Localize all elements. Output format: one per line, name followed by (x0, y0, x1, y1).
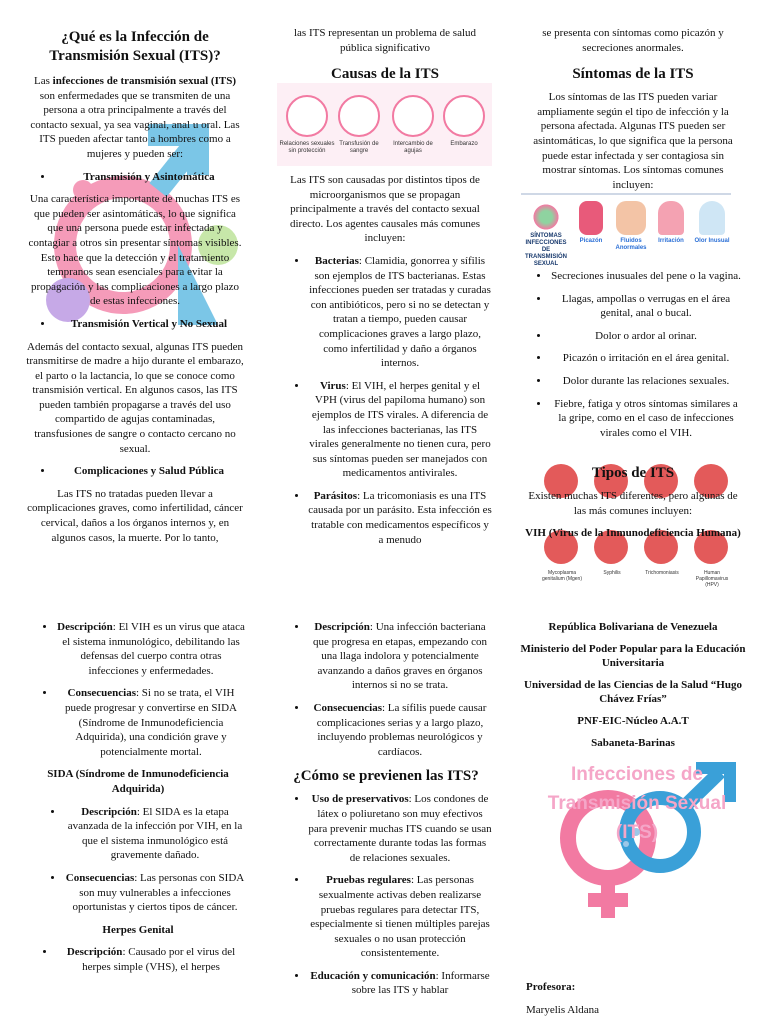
item-text: : Las personas con SIDA son muy vulnerables a infecciones oportunistas y ciertos tipos de cáncer. (72, 871, 245, 914)
section-title-prevention: ¿Cómo se previenen las ITS? (293, 768, 479, 785)
cause-item-bacteria (308, 254, 492, 371)
hiv-list (30, 620, 246, 759)
paragraph-complications: Las ITS no tratadas pueden llevar a complicaciones graves, como infertilidad, cáncer cervical, daños a los órganos internos y, en algunos casos, la muerte. Por lo tanto, (27, 487, 243, 544)
symptom-item: • Picazón o irritación en el área genital. (550, 351, 742, 366)
symptoms-intro: Los síntomas de las ITS pueden variar ampliamente según el tipo de infección y la persona afectada. Algunas ITS pueden ser asintomáticas, lo que significa que la persona puede estar infectada y ser contagiosa sin mostrar síntomas. Los síntomas comunes incluyen: (533, 91, 733, 191)
fluids-icon (616, 201, 646, 235)
herpes-description (56, 945, 246, 974)
item-head: Parásitos (313, 489, 358, 502)
column-causes (278, 26, 492, 90)
cause-label: Relaciones sexuales sin protección (279, 141, 335, 154)
bullet-vertical-transmission: • Transmisión Vertical y No Sexual (54, 317, 244, 332)
symptom-unusual-odor (693, 201, 731, 245)
cause-label: Transfusión de sangre (339, 141, 379, 154)
sti-label: Trichomoniasis (645, 570, 679, 576)
syringe-icon (392, 95, 434, 137)
item-head: Consecuencias (65, 871, 135, 884)
continuation-text: las ITS representan un problema de salud pública significativo (293, 27, 477, 54)
symptom-itching (573, 201, 609, 245)
item-head: Virus (319, 379, 346, 392)
institution-line: Ministerio del Poder Popular para la Educación Universitaria (520, 642, 746, 670)
sida-title: SIDA (Síndrome de Inmunodeficiencia Adquirida) (47, 768, 229, 795)
intro-text-c: son enfermedades que se transmiten de una persona a otra principalmente a través del contacto sexual, ya sea vaginal, anal u oral. Las ITS pueden afectar tanto a hombres como a mujeres y pueden ser: (30, 89, 240, 160)
virus-cluster-icon (531, 203, 561, 231)
column-causes-body (278, 173, 492, 555)
cause-label: Embarazo (450, 141, 478, 147)
sida-description (64, 805, 246, 863)
intro-text-a: Las (34, 75, 53, 87)
section-title-symptoms: Síntomas de la ITS (572, 66, 694, 83)
causes-intro: Las ITS son causadas por distintos tipos de microorganismos que se propagan principalmente a través del contacto sexual directo. Los agentes causales más comunes incluyen: (290, 174, 480, 245)
paragraph-vertical: Además del contacto sexual, algunas ITS pueden transmitirse de madre a hijo durante el embarazo, el parto o la lactancia, lo que se conoce como transmisión vertical. En algunos casos, las ITS pueden también propagarse a través del uso compartido de agujas contaminadas, transfusiones de sangre o contacto cercano no sexual. (26, 340, 244, 455)
causes-list (278, 254, 492, 547)
list-transmission-asymptomatic (26, 170, 244, 185)
sti-label: Syphilis (603, 570, 621, 576)
section-title-what-is-its: ¿Qué es la Infección de Transmisión Sexual (ITS)? (49, 29, 221, 64)
item-text: : Una infección bacteriana que progresa en etapas, empezando con una llaga indolora y potencialmente avanzando a daños graves en órganos internos si no se trata. (312, 621, 488, 692)
sida-list (30, 805, 246, 915)
intro-paragraph (26, 74, 244, 162)
item-text: : Las personas sexualmente activas deben realizarse pruebas regulares para detectar ITS, especialmente si tienen múltiples parejas sexuales o no usan protección consistentemente. (310, 874, 490, 960)
sida-consequences (64, 871, 246, 915)
symptom-item: • Llagas, ampollas o verrugas en el área genital, anal o bucal. (550, 292, 742, 321)
paragraph-asymptomatic: Una característica importante de muchas ITS es que pueden ser asintomáticas, lo que significa que una persona puede estar infectada y contagiar a otros sin presentar síntomas visibles. Esto hace que la detección y el tratamiento tempranos sean esenciales para evitar la propagación y las complicaciones a largo plazo de estas infecciones. (28, 193, 242, 308)
item-head: Educación y comunicación (310, 969, 436, 982)
herpes-list (30, 945, 246, 974)
institution-line: Sabaneta-Barinas (591, 736, 675, 749)
vih-title: VIH (Virus de la Inmunodeficiencia Humana) (525, 527, 741, 540)
syphilis-list (280, 620, 492, 759)
item-text: : Informarse sobre las ITS y hablar (351, 969, 490, 997)
item-head: Bacterias (314, 254, 359, 267)
institution-line: República Bolivariana de Venezuela (548, 621, 718, 633)
item-head: Descripción (66, 946, 123, 959)
cause-transfusion (335, 95, 383, 155)
cause-needles (387, 95, 439, 155)
institution-line: PNF-EIC-Núcleo A.A.T (577, 714, 689, 727)
sti-label: Mycoplasma genitalium (Mgen) (541, 570, 583, 582)
column-what-is-its (26, 28, 244, 553)
pregnant-woman-icon (443, 95, 485, 137)
continuation-text: se presenta con síntomas como picazón y secreciones anormales. (542, 27, 724, 54)
uterus-icon (658, 201, 684, 235)
bullet-transmission-asymptomatic: • Transmisión y Asintomática (54, 170, 244, 185)
symptom-label: Fluidos Anormales (615, 238, 647, 251)
column-types (524, 464, 742, 549)
prevention-testing (308, 873, 492, 961)
types-intro: Existen muchas ITS diferentes, pero algunas de las más comunes incluyen: (528, 490, 738, 517)
person-odor-icon (699, 201, 725, 235)
section-title-causes: Causas de la ITS (331, 66, 439, 83)
professor-label: Profesora: (526, 981, 576, 993)
syphilis-description (308, 620, 492, 693)
item-head: Descripción (81, 805, 137, 818)
item-head: Consecuencias (313, 701, 382, 714)
hiv-consequences (56, 686, 246, 759)
prevention-list (280, 792, 492, 998)
cause-label: Intercambio de agujas (393, 141, 433, 154)
symptom-item: • Fiebre, fatiga y otros síntomas similares a la gripe, como en el caso de infecciones virales como el VIH. (550, 397, 742, 441)
hiv-description (56, 620, 246, 678)
cause-pregnancy (439, 95, 489, 148)
symptom-item: • Dolor durante las relaciones sexuales. (550, 374, 742, 389)
symptom-abnormal-fluids (611, 201, 651, 252)
item-head: Pruebas regulares (326, 874, 411, 887)
symptom-irritation (652, 201, 690, 245)
column-symptoms-list (524, 269, 742, 448)
symptom-item: • Secreciones inusuales del pene o la vagina. (550, 269, 742, 284)
institution-line: Universidad de las Ciencias de la Salud “Hugo Chávez Frías” (524, 678, 742, 706)
itching-icon (579, 201, 603, 235)
cause-item-parasites (308, 489, 492, 547)
symptom-item: • Dolor o ardor al orinar. (550, 329, 742, 344)
item-text: : El VIH, el herpes genital y el VPH (virus del papiloma humano) son ejemplos de ITS virales. A diferencia de las infecciones bacterianas, las ITS virales generalmente no tienen cura, pero sus síntomas pueden ser manejados con medicamentos antivirales. (309, 379, 491, 480)
item-text: : El VIH es un virus que ataca el sistema inmunológico, debilitando las defensas del cuerpo contra otras infecciones y enfermedades. (62, 621, 245, 677)
prevention-condoms (308, 792, 492, 865)
cause-item-virus (308, 379, 492, 481)
blood-bag-icon (338, 95, 380, 137)
column-cover-info (506, 620, 760, 757)
professor-block (526, 980, 746, 1025)
sti-label: Human Papillomavirus (HPV) (695, 570, 729, 588)
list-vertical-transmission (26, 317, 244, 332)
column-syphilis-prevention (280, 620, 492, 1006)
prevention-education (308, 969, 492, 998)
symptom-label: Olor Inusual (694, 238, 730, 244)
column-hiv-details (30, 620, 246, 982)
item-text: : La tricomoniasis es una ITS causada por un parásito. Esta infección es tratable con medicamentos específicos y a menudo (308, 489, 492, 546)
column-symptoms (524, 26, 742, 200)
item-head: Descripción (314, 621, 370, 633)
item-text: : La sífilis puede causar complicaciones serias y a largo plazo, incluyendo problemas neurológicos y cardíacos. (316, 701, 487, 758)
intro-term: infecciones de transmisión sexual (ITS) (52, 75, 236, 87)
symptom-label: Picazón (579, 238, 603, 244)
symptoms-figure-title (521, 203, 571, 268)
symptoms-figure (521, 193, 731, 267)
item-text: : Los condones de látex o poliuretano son muy efectivos para prevenir muchas ITS cuando se usan correctamente durante todas las formas de relaciones sexuales. (308, 793, 492, 864)
item-head: Uso de preservativos (311, 793, 409, 806)
symptom-label: Irritación (658, 238, 684, 244)
item-head: Descripción (57, 621, 113, 633)
herpes-title: Herpes Genital (102, 923, 174, 936)
section-title-types: Tipos de ITS (591, 465, 675, 481)
item-text: : El SIDA es la etapa avanzada de la infección por VIH, en la que el sistema inmunológico está gravemente dañado. (67, 805, 243, 862)
item-text: : Si no se trata, el VIH puede progresar y convertirse en SIDA (Síndrome de Inmunodeficiencia Adquirida), una condición grave y potencialmente mortal. (65, 687, 237, 758)
couple-icon (286, 95, 328, 137)
bullet-complications: • Complicaciones y Salud Pública (54, 464, 244, 479)
item-text: : Clamidia, gonorrea y sífilis son ejemplos de ITS bacterianas. Estas infecciones pueden ser tratadas y curadas con antibióticos, pero si no se detectan y tratan a tiempo, pueden causar complicaciones graves a largo plazo, como infertilidad y daño a órganos internos. (309, 254, 491, 370)
item-text: : Causado por el virus del herpes simple (VHS), el herpes (82, 946, 236, 973)
professor-name: Maryelis Aldana (526, 1003, 600, 1016)
cause-unprotected-sex (279, 95, 335, 155)
symptoms-list (524, 269, 742, 440)
syphilis-consequences (308, 701, 492, 759)
cover-title: Infecciones de Transmisión Sexual (ITS) (547, 764, 727, 843)
list-complications (26, 464, 244, 479)
causes-figure (277, 83, 492, 166)
item-head: Consecuencias (67, 687, 136, 700)
figure-title-label: SÍNTOMAS INFECCIONES DE TRANSMISIÓN SEXUAL (525, 233, 567, 267)
